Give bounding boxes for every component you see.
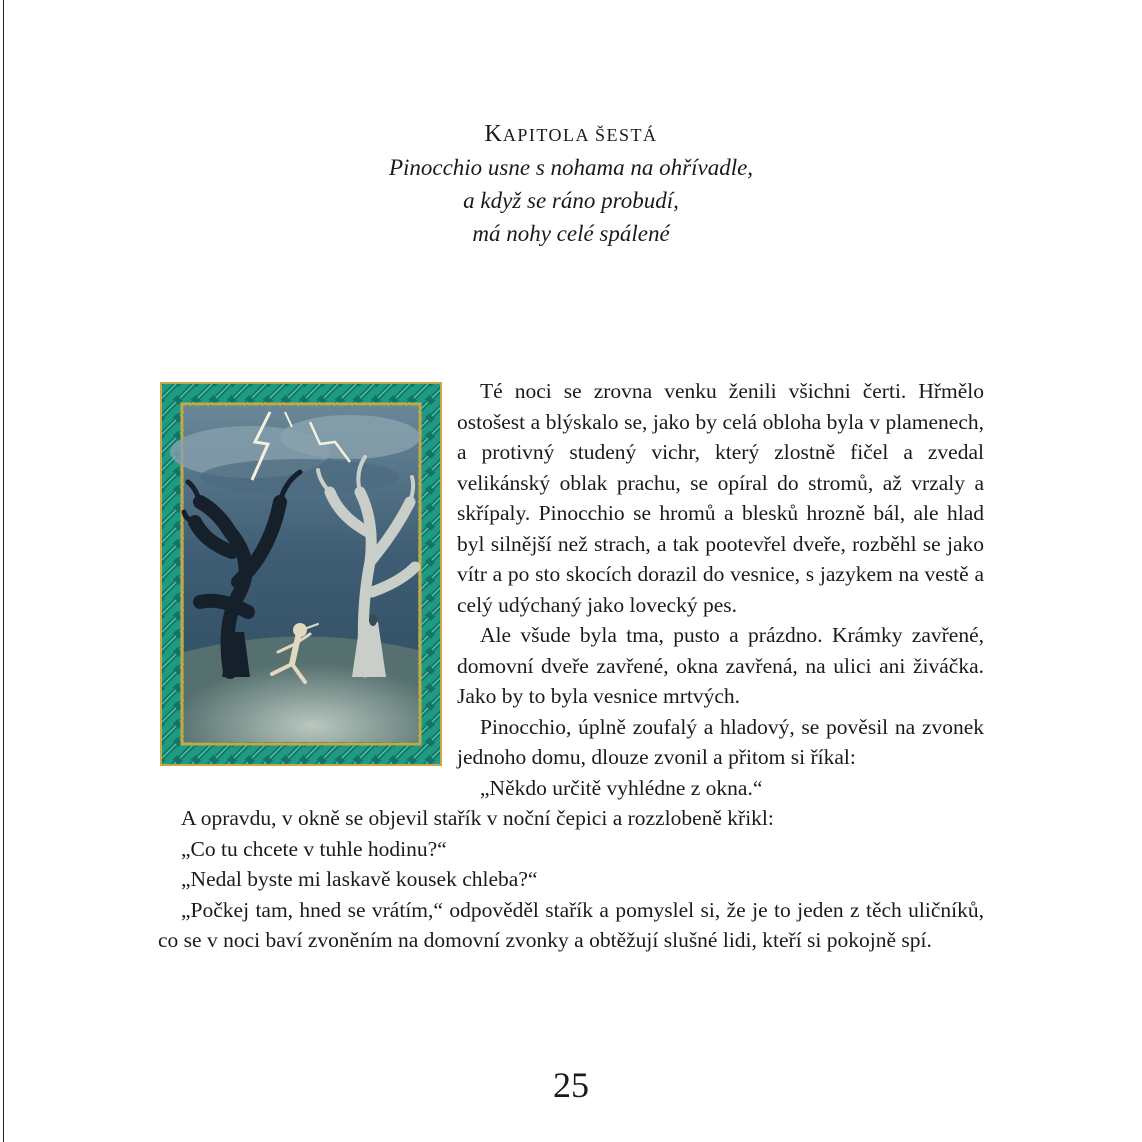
story-text	[158, 376, 984, 956]
paragraph-6: „Co tu chcete v tuhle hodinu?“	[181, 836, 447, 861]
chapter-subtitle-line-2: a když se ráno probudí,	[463, 188, 679, 213]
illustration-spacer	[158, 376, 457, 781]
paragraph-1: Té noci se zrovna venku ženili všichni čerti. Hřmělo ostošest a blýskalo se, jako by celá obloha byla v plamenech, a protivný studený vichr, který zlostně fičel a zvedal velikánský oblak prachu, se opíral do stromů, až vrzaly a skřípaly. Pinocchio se hromů a blesků hrozně bál, ale hlad byl silnější než strach, a tak pootevřel dveře, rozběhl se jako vítr a po sto skocích dorazil do vesnice, s jazykem na vestě a celý udýchaný jako lovecký pes.	[457, 379, 984, 617]
chapter-heading	[200, 118, 942, 250]
page-number: 25	[553, 1065, 589, 1105]
paragraph-2: Ale všude byla tma, pusto a prázdno. Krámky zavřené, domovní dveře zavřené, okna zavřená, na ulici ani živáčka. Jako by to byla vesnice mrtvých.	[457, 623, 984, 708]
paragraph-7: „Nedal byste mi laskavě kousek chleba?“	[181, 867, 538, 891]
chapter-subtitle-line-3: má nohy celé spálené	[472, 221, 670, 246]
paragraph-8: „Počkej tam, hned se vrátím,“ odpověděl stařík a pomyslel si, že je to jeden z těch uličníků, co se v noci baví zvoněním na domovní zvonky a obtěžují slušné lidi, kteří si pokojně spí.	[158, 897, 984, 952]
paragraph-4: „Někdo určitě vyhlédne z okna.“	[480, 775, 763, 800]
paragraph-5: A opravdu, v okně se objevil stařík v noční čepici a rozzlobeně křikl:	[181, 806, 774, 830]
page-edge-line	[3, 0, 4, 1142]
chapter-subtitle-line-1: Pinocchio usne s nohama na ohřívadle,	[388, 155, 754, 180]
chapter-label-rest: APITOLA ŠESTÁ	[502, 125, 658, 145]
chapter-label-initial: K	[484, 121, 503, 147]
chapter-label	[200, 118, 942, 151]
paragraph-3: Pinocchio, úplně zoufalý a hladový, se pověsil na zvonek jednoho domu, dlouze zvonil a přitom si říkal:	[457, 714, 984, 769]
